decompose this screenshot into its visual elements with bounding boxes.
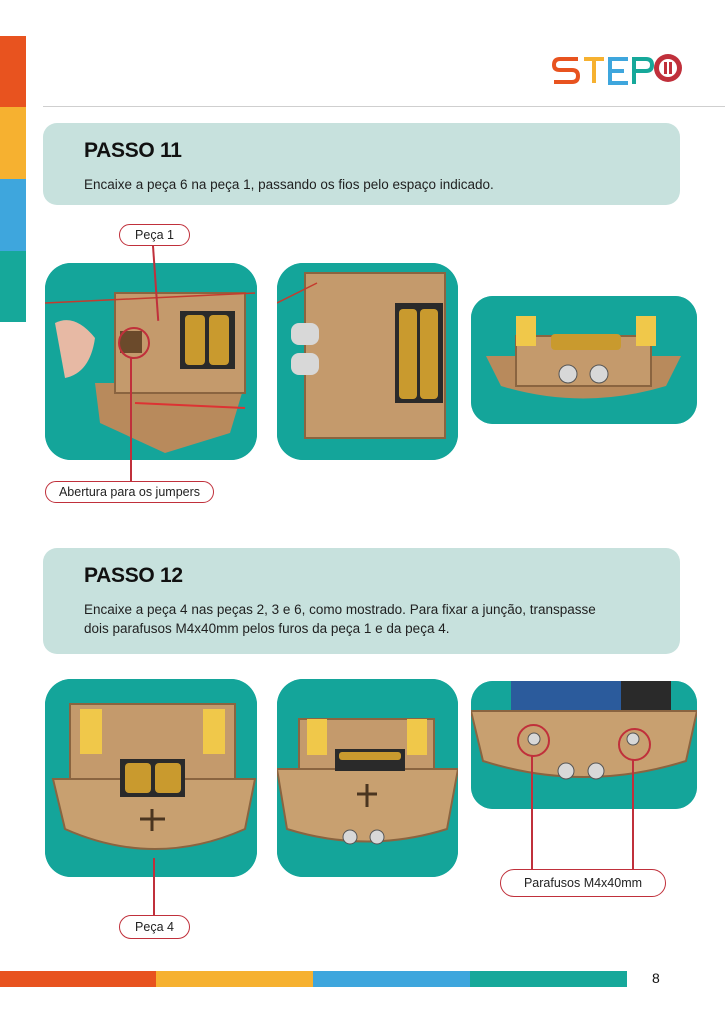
step11-photo-3: [471, 296, 697, 424]
leader-peca-4: [153, 858, 155, 915]
page-number: 8: [652, 970, 660, 986]
ring-screw-right: [618, 728, 651, 761]
header-divider: [43, 106, 725, 107]
step12-photo-2: [277, 679, 458, 877]
callout-opening: Abertura para os jumpers: [45, 481, 214, 503]
step-logo-icon: [654, 54, 682, 82]
leader-screw-left: [531, 755, 533, 869]
callout-peca-1: Peça 1: [119, 224, 190, 246]
step11-title: PASSO 11: [84, 139, 182, 162]
step11-photo-1: [45, 263, 257, 460]
footer-bar-orange: [0, 971, 156, 987]
footer-bar-blue: [313, 971, 470, 987]
step12-photo-1: [45, 679, 257, 877]
side-bar-orange: [0, 36, 26, 107]
ring-opening: [118, 327, 150, 359]
leader-opening: [130, 357, 132, 482]
leader-screw-right: [632, 759, 634, 869]
step12-photo-3: [471, 681, 697, 809]
callout-screws: Parafusos M4x40mm: [500, 869, 666, 897]
step11-photo-2: [277, 263, 458, 460]
footer-bar-yellow: [156, 971, 313, 987]
ring-screw-left: [517, 724, 550, 757]
step11-text: Encaixe a peça 6 na peça 1, passando os fios pelo espaço indicado.: [84, 177, 494, 192]
side-bar-blue: [0, 179, 26, 251]
callout-peca-4: Peça 4: [119, 915, 190, 939]
side-bar-teal: [0, 251, 26, 322]
footer-bar-teal: [470, 971, 627, 987]
step11-panel: [43, 123, 680, 205]
side-bar-yellow: [0, 107, 26, 179]
step12-title: PASSO 12: [84, 564, 183, 587]
step12-text-line1: Encaixe a peça 4 nas peças 2, 3 e 6, como mostrado. Para fixar a junção, transpasse: [84, 602, 596, 617]
step12-text-line2: dois parafusos M4x40mm pelos furos da peça 1 e da peça 4.: [84, 621, 450, 636]
step-logo: [552, 50, 684, 92]
step12-panel: [43, 548, 680, 654]
